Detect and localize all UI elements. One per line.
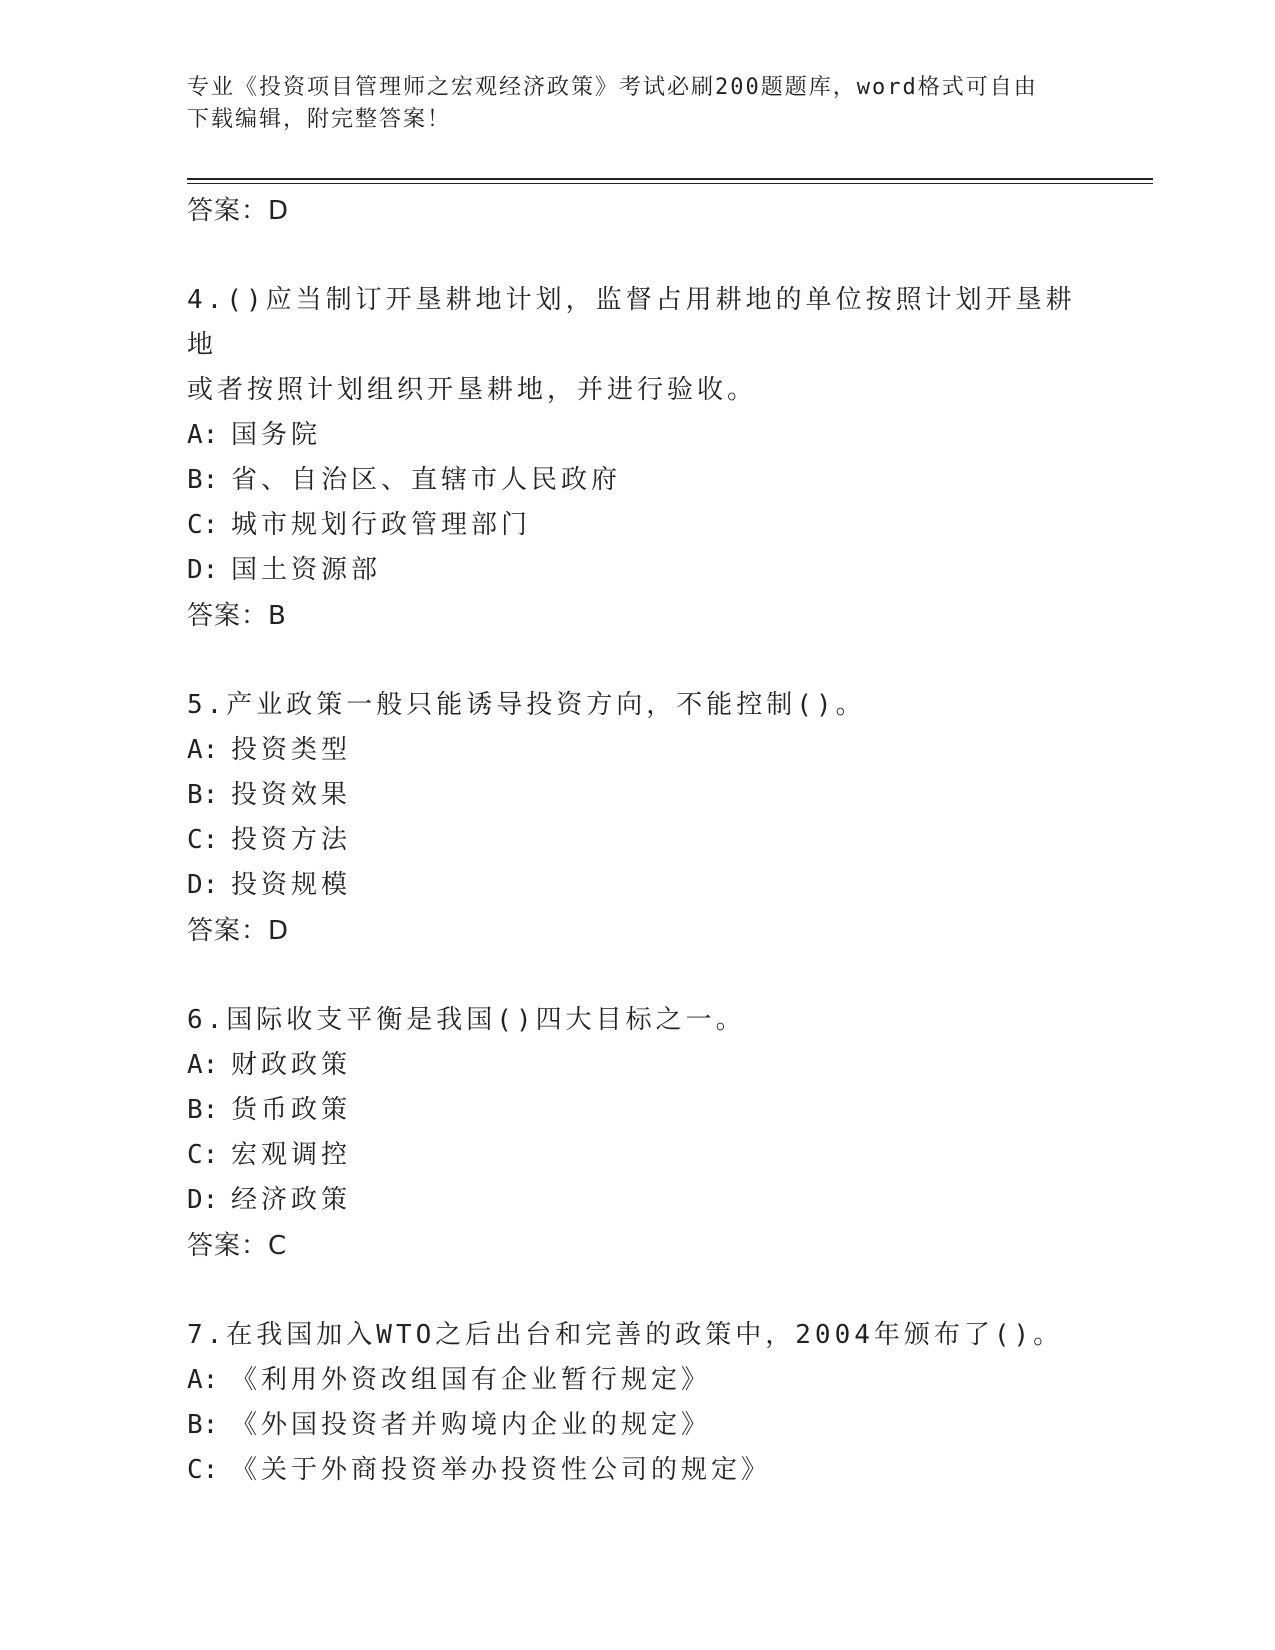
option-a: [187, 413, 1087, 458]
option-d: [187, 863, 1087, 908]
option-letter: A:: [187, 1050, 219, 1080]
option-text: 货币政策: [231, 1095, 352, 1125]
answer-line: 答案：C: [187, 1231, 288, 1261]
spacer: [187, 639, 1087, 683]
option-d: [187, 1178, 1087, 1223]
option-text: 国土资源部: [231, 555, 382, 585]
spacer: [187, 954, 1087, 998]
option-a: [187, 728, 1087, 773]
option-letter: A:: [187, 420, 219, 450]
option-letter: C:: [187, 1455, 219, 1485]
header-line-2: 下载编辑，附完整答案！: [187, 107, 452, 132]
option-letter: D:: [187, 870, 219, 900]
answer-line: 答案：D: [187, 916, 290, 946]
option-c: [187, 1133, 1087, 1178]
option-d: [187, 548, 1087, 593]
option-letter: C:: [187, 510, 219, 540]
option-letter: B:: [187, 780, 219, 810]
option-c: [187, 503, 1087, 548]
option-a: [187, 1358, 1087, 1403]
answer-line: 答案：D: [187, 196, 290, 226]
option-text: 《利用外资改组国有企业暂行规定》: [231, 1365, 712, 1395]
option-letter: C:: [187, 1140, 219, 1170]
question-stem: 4.()应当制订开垦耕地计划，监督占用耕地的单位按照计划开垦耕地: [187, 285, 1076, 360]
header-divider-thin: [187, 183, 1153, 184]
question-stem: 5.产业政策一般只能诱导投资方向，不能控制()。: [187, 690, 866, 720]
header-line-1: 专业《投资项目管理师之宏观经济政策》考试必刷200题题库，word格式可自由: [187, 75, 1038, 100]
option-letter: B:: [187, 465, 219, 495]
option-letter: C:: [187, 825, 219, 855]
question-stem: 7.在我国加入WTO之后出台和完善的政策中，2004年颁布了()。: [187, 1320, 1064, 1350]
option-a: [187, 1043, 1087, 1088]
answer-line: 答案：B: [187, 601, 287, 631]
option-text: 《关于外商投资举办投资性公司的规定》: [231, 1455, 772, 1485]
header-divider-thick: [187, 178, 1153, 180]
option-text: 财政政策: [231, 1050, 352, 1080]
option-letter: B:: [187, 1410, 219, 1440]
option-b: [187, 1403, 1087, 1448]
option-letter: A:: [187, 735, 219, 765]
document-body: [187, 188, 1087, 1493]
option-c: [187, 1448, 1087, 1493]
option-letter: D:: [187, 1185, 219, 1215]
spacer: [187, 234, 1087, 278]
option-letter: B:: [187, 1095, 219, 1125]
option-b: [187, 1088, 1087, 1133]
option-text: 投资效果: [231, 780, 352, 810]
option-letter: A:: [187, 1365, 219, 1395]
option-text: 《外国投资者并购境内企业的规定》: [231, 1410, 712, 1440]
option-b: [187, 773, 1087, 818]
option-text: 宏观调控: [231, 1140, 352, 1170]
option-text: 投资方法: [231, 825, 352, 855]
question-stem: 6.国际收支平衡是我国()四大目标之一。: [187, 1005, 746, 1035]
option-b: [187, 458, 1087, 503]
question-stem-continued: 或者按照计划组织开垦耕地，并进行验收。: [187, 375, 758, 405]
document-header: [187, 72, 1067, 136]
question-6: [187, 998, 1087, 1269]
spacer: [187, 1269, 1087, 1313]
option-text: 经济政策: [231, 1185, 352, 1215]
option-text: 省、自治区、直辖市人民政府: [231, 465, 622, 495]
question-5: [187, 683, 1087, 954]
option-text: 投资规模: [231, 870, 352, 900]
option-c: [187, 818, 1087, 863]
question-4: [187, 278, 1087, 639]
option-text: 城市规划行政管理部门: [231, 510, 532, 540]
option-letter: D:: [187, 555, 219, 585]
option-text: 国务院: [231, 420, 322, 450]
option-text: 投资类型: [231, 735, 352, 765]
question-7: [187, 1313, 1087, 1493]
